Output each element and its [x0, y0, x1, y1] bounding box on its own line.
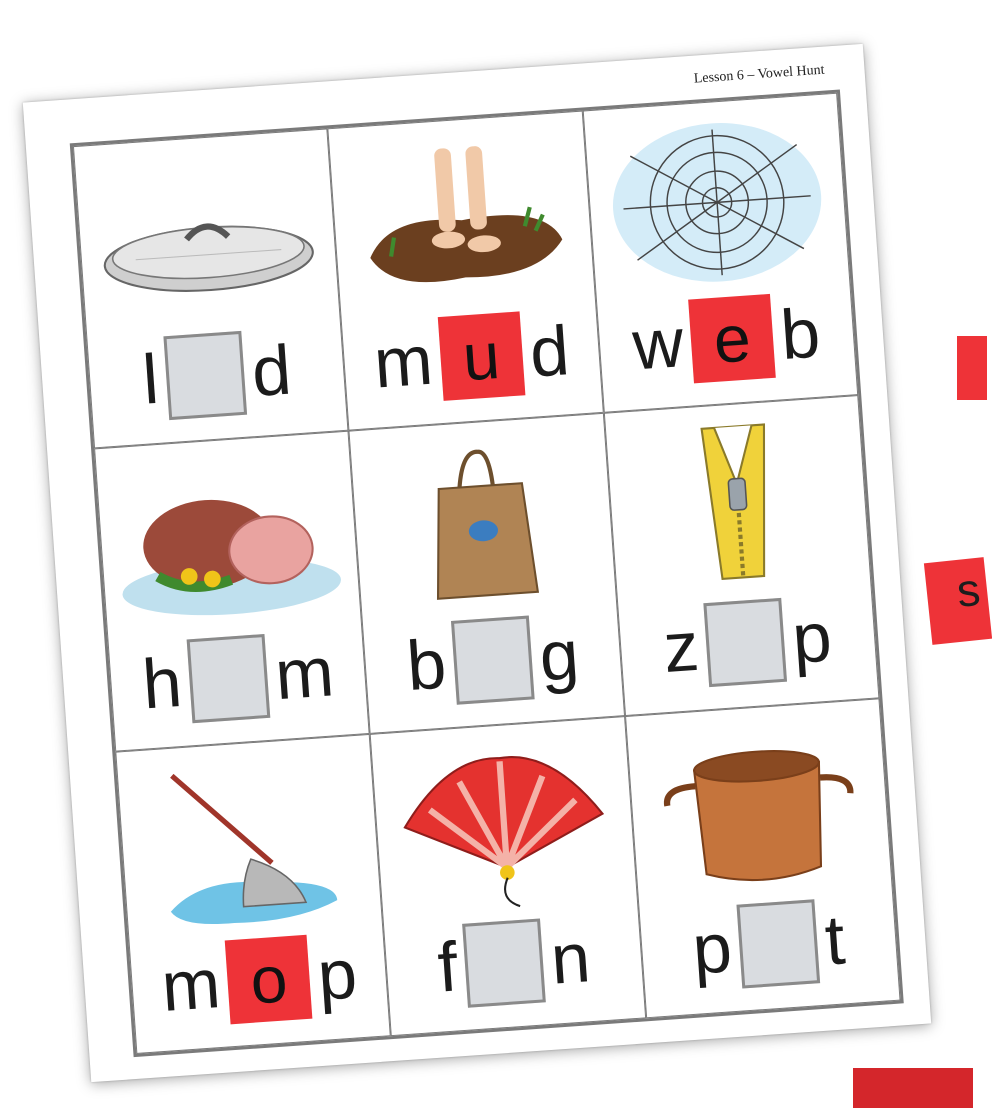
last-letter: n [548, 918, 593, 999]
card-mop [115, 734, 391, 1054]
lesson-header: Lesson 6 – Vowel Hunt [693, 62, 825, 87]
worksheet-page [23, 44, 931, 1082]
last-letter: t [822, 900, 848, 980]
vowel-blank[interactable] [187, 634, 271, 723]
fragment-letter: s [954, 562, 983, 617]
word-bag [363, 601, 623, 718]
first-letter: w [630, 303, 686, 385]
first-letter: m [371, 321, 436, 403]
word-fan [384, 904, 644, 1021]
card-pot [625, 698, 901, 1018]
word-lid [87, 316, 347, 433]
word-web [596, 281, 856, 398]
card-zip [604, 395, 880, 715]
last-letter: b [778, 293, 823, 375]
copper-pot-image [638, 710, 879, 906]
red-fan-image [384, 728, 625, 924]
card-web [582, 93, 858, 413]
red-letter-card-fragment[interactable] [853, 1068, 973, 1108]
mop-image [129, 745, 370, 941]
last-letter: g [536, 614, 582, 696]
first-letter: p [689, 908, 735, 989]
last-letter: d [527, 311, 572, 393]
vowel-blank[interactable] [737, 899, 821, 988]
card-mud [328, 111, 604, 431]
vowel-blank[interactable] [451, 615, 535, 704]
card-ham [94, 431, 370, 751]
vowel-blank[interactable] [163, 331, 247, 420]
word-pot [639, 886, 899, 1003]
first-letter: h [139, 642, 185, 724]
card-lid [73, 128, 349, 448]
muddy-feet-image [341, 122, 582, 318]
spider-web-image [596, 105, 837, 301]
card-fan [370, 716, 646, 1036]
red-letter-card-fragment[interactable] [924, 557, 992, 645]
word-ham [108, 619, 368, 736]
vowel-tile[interactable]: o [225, 935, 313, 1025]
first-letter: m [159, 944, 223, 1026]
red-letter-card-fragment[interactable] [957, 336, 987, 400]
card-bag [349, 413, 625, 733]
last-letter: p [789, 597, 834, 678]
last-letter: d [249, 330, 294, 412]
word-zip [618, 583, 878, 700]
trash-can-lid-image [87, 140, 328, 336]
last-letter: m [272, 632, 337, 714]
last-letter: p [315, 934, 360, 1016]
first-letter: f [435, 927, 461, 1007]
word-mud [342, 298, 602, 415]
ham-roast-image [108, 443, 349, 639]
paper-bag-image [363, 425, 604, 621]
first-letter: b [404, 624, 449, 705]
vowel-tile[interactable]: u [437, 312, 525, 402]
vowel-blank[interactable] [704, 598, 788, 687]
vowel-blank[interactable] [462, 918, 546, 1007]
word-mop [129, 921, 389, 1038]
first-letter: l [140, 340, 162, 420]
picture-card-grid [70, 90, 904, 1058]
vowel-tile[interactable]: e [688, 294, 776, 384]
zipper-image [617, 407, 858, 603]
first-letter: z [660, 606, 702, 687]
